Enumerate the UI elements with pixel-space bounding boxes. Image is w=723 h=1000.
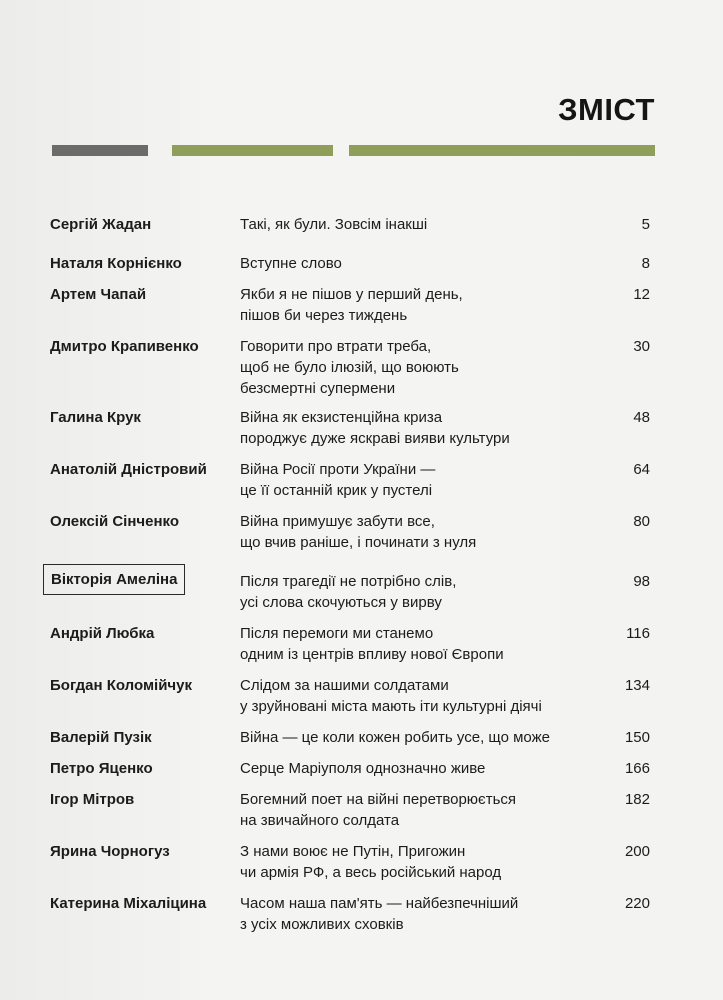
page-number: 166 <box>624 760 650 777</box>
author-name: Катерина Міхаліцина <box>50 895 207 912</box>
essay-title: Війна — це коли кожен робить усе, що може <box>240 729 550 746</box>
toc-entry <box>0 623 723 667</box>
toc-entry <box>0 284 723 328</box>
page-number: 200 <box>624 843 650 860</box>
essay-title: Богемний поет на війні перетворюється на звичайного солдата <box>240 791 517 829</box>
green-divider-bar-short <box>172 145 333 156</box>
essay-title: Після трагедії не потрібно слів, усі слова скочуються у вирву <box>240 573 457 611</box>
essay-title: Після перемоги ми станемо одним із центрів впливу нової Європи <box>240 625 504 663</box>
author-name: Петро Яценко <box>50 760 153 777</box>
essay-title: Війна як екзистенційна криза породжує дуже яскраві вияви культури <box>240 409 510 447</box>
page-number: 98 <box>633 573 650 590</box>
author-name-boxed: Вікторія Амеліна <box>43 564 185 595</box>
essay-title: З нами воює не Путін, Пригожин чи армія РФ, а весь російський народ <box>240 843 502 881</box>
author-name: Богдан Коломійчук <box>50 677 192 694</box>
author-name: Андрій Любка <box>50 625 155 642</box>
author-name: Ігор Мітров <box>50 791 135 808</box>
author-name: Наталя Корнієнко <box>50 255 182 272</box>
author-name: Валерій Пузік <box>50 729 152 746</box>
page-number: 30 <box>633 338 650 355</box>
author-name: Артем Чапай <box>50 286 147 303</box>
author-name: Сергій Жадан <box>50 216 152 233</box>
toc-entry <box>0 675 723 719</box>
essay-title: Вступне слово <box>240 255 342 272</box>
author-name: Олексій Сінченко <box>50 513 179 530</box>
page-number: 150 <box>624 729 650 746</box>
essay-title: Якби я не пішов у перший день, пішов би через тиждень <box>240 286 463 324</box>
toc-entry <box>0 336 723 397</box>
toc-entry <box>0 214 723 258</box>
toc-entry <box>0 511 723 555</box>
toc-entry <box>0 407 723 451</box>
essay-title: Говорити про втрати треба, щоб не було ілюзій, що воюють безсмертні супермени <box>240 338 459 397</box>
toc-entry <box>0 893 723 937</box>
author-name: Ярина Чорногуз <box>50 843 170 860</box>
author-name: Анатолій Дністровий <box>50 461 207 478</box>
page-number: 134 <box>624 677 650 694</box>
page-number: 8 <box>641 255 650 272</box>
essay-title: Війна Росії проти України — це її останній крик у пустелі <box>240 461 436 499</box>
page-number: 182 <box>624 791 650 808</box>
essay-title: Часом наша пам'ять — найбезпечніший з усіх можливих сховків <box>240 895 519 933</box>
page-number: 64 <box>633 461 650 478</box>
essay-title: Серце Маріуполя однозначно живе <box>240 760 486 777</box>
page-number: 12 <box>633 286 650 303</box>
author-name: Дмитро Крапивенко <box>50 338 199 355</box>
author-name: Галина Крук <box>50 409 141 426</box>
essay-title: Війна примушує забути все, що вчив раніше, і починати з нуля <box>240 513 477 551</box>
essay-title: Слідом за нашими солдатами у зруйновані міста мають іти культурні діячі <box>240 677 542 715</box>
page-number: 5 <box>641 216 650 233</box>
toc-title: ЗМІСТ <box>558 92 655 127</box>
gray-divider-bar <box>52 145 148 156</box>
toc-entry <box>0 789 723 833</box>
essay-title: Такі, як були. Зовсім інакші <box>240 216 428 233</box>
toc-entry-highlighted <box>0 571 723 615</box>
toc-entry <box>0 841 723 885</box>
page-number: 80 <box>633 513 650 530</box>
toc-entry <box>0 459 723 503</box>
page-number: 48 <box>633 409 650 426</box>
page-number: 116 <box>626 625 650 642</box>
page-number: 220 <box>624 895 650 912</box>
green-divider-bar-long <box>349 145 655 156</box>
